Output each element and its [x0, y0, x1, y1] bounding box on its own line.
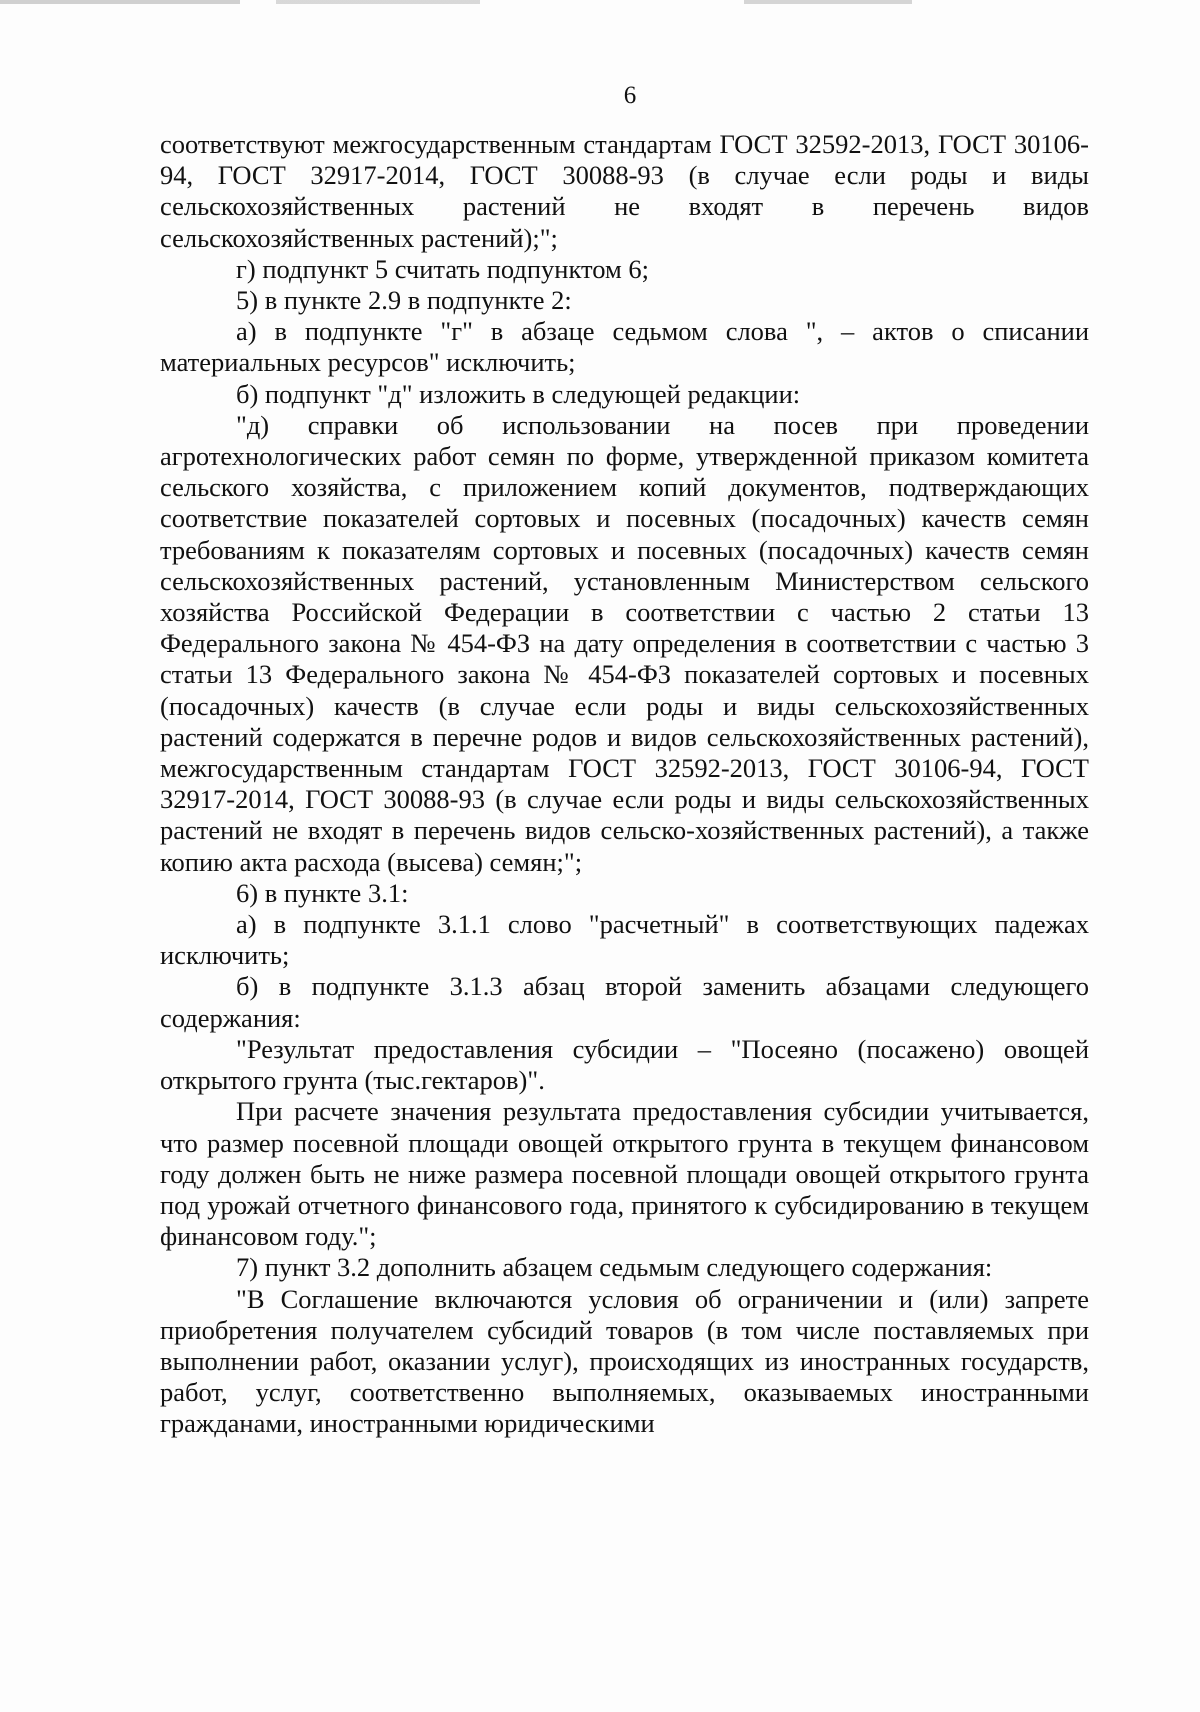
paragraph: 5) в пункте 2.9 в подпункте 2: — [236, 285, 572, 316]
paragraph: "Результат предоставления субсидии – "Посеяно (посажено) овощей открытого грунта (тыс.гектаров)". — [160, 1033, 1089, 1096]
scan-edge — [0, 0, 1200, 4]
paragraph: "д) справки об использовании на посев при проведении агротехнологических работ семян по форме, утвержденной приказом комитета сельского хозяйства, с приложением копий документов, подтверждающих соответствие показателей сортовых и посевных (посадочных) качеств семян требованиям к показателям сортовых и посевных (посадочных) качеств семян сельскохозяйственных растений, установленным Министерством сельского хозяйства Российской Федерации в соответствии с частью 2 статьи 13 Федерального закона № 454-ФЗ на дату определения в соответствии с частью 3 статьи 13 Федерального закона № 454-ФЗ показателей сортовых и посевных (посадочных) качеств (в случае если роды и виды сельскохозяйственных растений содержатся в перечне родов и видов сельскохозяйственных растений), межгосударственным стандартам ГОСТ 32592-2013, ГОСТ 30106-94, ГОСТ 32917-2014, ГОСТ 30088-93 (в случае если роды и виды сельскохозяйственных растений не входят в перечень видов сельско-хозяйственных растений), а также копию акта расхода (высева) семян;"; — [160, 409, 1089, 877]
paragraph: 7) пункт 3.2 дополнить абзацем седьмым следующего содержания: — [236, 1252, 993, 1283]
paragraph: "В Соглашение включаются условия об ограничении и (или) запрете приобретения получателем субсидий товаров (в том числе поставляемых при выполнении работ, оказании услуг), происходящих из иностранных государств, работ, услуг, соответственно выполняемых, оказываемых иностранными гражданами, иностранными юридическими — [160, 1283, 1089, 1439]
page-number: 6 — [623, 82, 637, 109]
paragraph: г) подпункт 5 считать подпунктом 6; — [236, 253, 649, 284]
paragraph: б) подпункт "д" изложить в следующей редакции: — [236, 378, 801, 409]
paragraph: а) в подпункте 3.1.1 слово "расчетный" в соответствующих падежах исключить; — [160, 909, 1089, 971]
paragraph: соответствуют межгосударственным стандартам ГОСТ 32592-2013, ГОСТ 30106-94, ГОСТ 32917-2014, ГОСТ 30088-93 (в случае если роды и виды сельскохозяйственных растений не входят в перечень видов сельскохозяйственных растений);"; — [160, 129, 1089, 253]
paragraph: При расчете значения результата предоставления субсидии учитывается, что размер посевной площади овощей открытого грунта в текущем финансовом году должен быть не ниже размера посевной площади овощей открытого грунта под урожай отчетного финансового года, принятого к субсидированию в текущем финансовом году."; — [160, 1096, 1089, 1252]
paragraph: 6) в пункте 3.1: — [236, 877, 409, 908]
document-body — [160, 129, 1089, 1440]
paragraph: б) в подпункте 3.1.3 абзац второй заменить абзацами следующего содержания: — [160, 971, 1089, 1033]
paragraph: а) в подпункте "г" в абзаце седьмом слова ", – актов о списании материальных ресурсов" исключить; — [160, 316, 1089, 378]
